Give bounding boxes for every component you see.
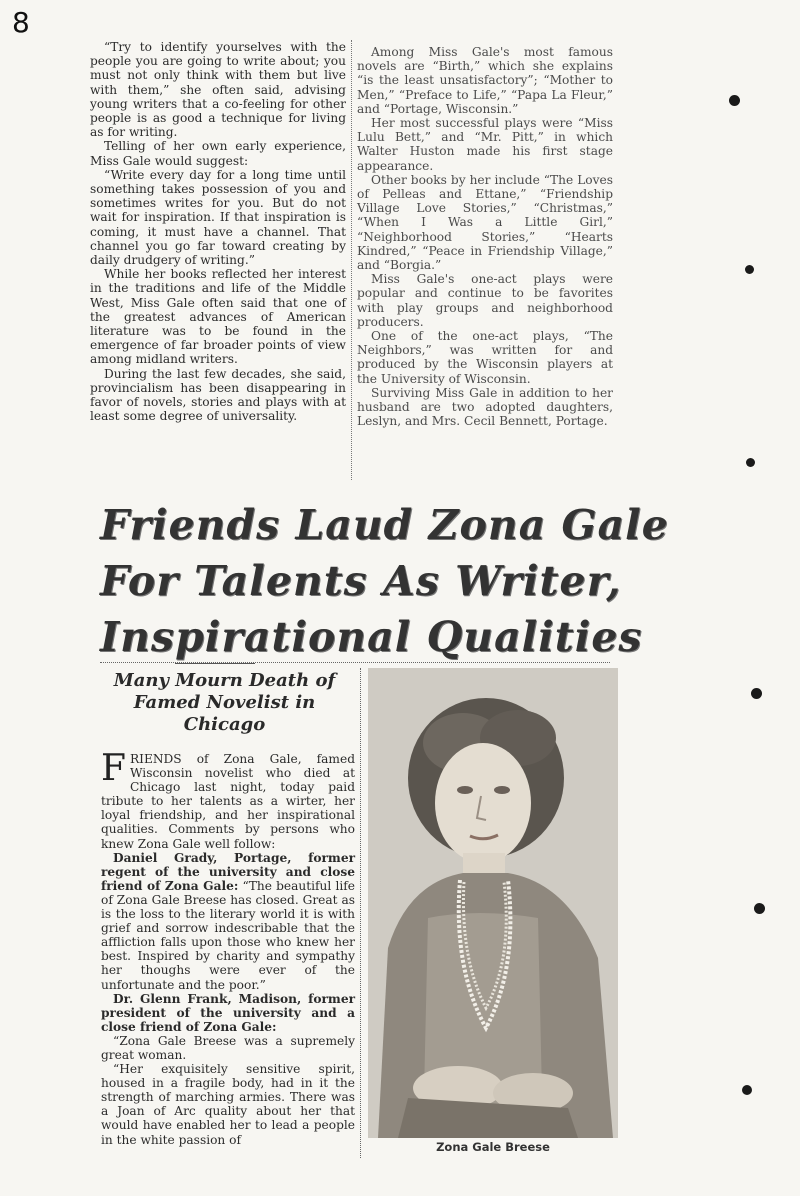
column-divider — [351, 40, 352, 480]
paragraph: Among Miss Gale's most famous novels are “Birth,” which she explains “is the least unsatisfactory”; “Mother to Men,” “Preface to Life,” “Papa La Fleur,” and “Portage, Wisconsin.” — [357, 45, 613, 116]
page-number: 8 — [12, 6, 30, 39]
story-lead — [101, 748, 355, 851]
punch-hole-mark — [754, 903, 765, 914]
headline-line: Friends Laud Zona Gale — [100, 501, 669, 549]
subhead-rule — [175, 663, 255, 664]
subheadline: Many Mourn Death of Famed Novelist in Chicago — [113, 670, 336, 735]
story-divider — [360, 668, 361, 1158]
left-column — [90, 40, 346, 423]
portrait-illustration — [368, 668, 618, 1138]
paragraph: “Write every day for a long time until something takes possession of you and sometimes writes for you. But do not wait for inspiration. If that inspiration is coming, it must have a channel. That channel you go far toward creating by daily drudgery of writing.” — [90, 167, 346, 268]
paragraph: “Zona Gale Breese was a supremely great woman. — [101, 1033, 355, 1062]
paragraph: “Her exquisitely sensitive spirit, housed in a fragile body, had in it the strength of marching armies. There was a Joan of Arc quality about her that would have enabled her to lead a people in the white passion of — [101, 1062, 355, 1147]
punch-hole-mark — [745, 265, 754, 274]
headline-line: Inspirational Qualities — [100, 613, 643, 661]
paragraph: One of the one-act plays, “The Neighbors,” was written for and produced by the Wisconsin players at the University of Wisconsin. — [357, 329, 613, 386]
paragraph: Her most successful plays were “Miss Lulu Bett,” and “Mr. Pitt,” in which Walter Huston made his first stage appearance. — [357, 116, 613, 173]
story-body — [101, 748, 355, 1147]
photo-caption: Zona Gale Breese — [436, 1140, 550, 1154]
paragraph: Other books by her include “The Loves of Pelleas and Ettane,” “Friendship Village Love Stories,” “Christmas,” “When I Was a Little Girl,” “Neighborhood Stories,” “Hearts Kindred,” “Peace in Friendship Village,” and “Borgia.” — [357, 172, 613, 273]
paragraph: While her books reflected her interest in the traditions and life of the Middle West, Miss Gale often said that one of the greatest advances of American literature was to be found in the emergence of far broader points of view among midland writers. — [90, 267, 346, 367]
punch-hole-mark — [729, 95, 740, 106]
paragraph — [101, 992, 355, 1034]
headline-line: For Talents As Writer, — [100, 557, 622, 605]
right-column — [357, 45, 613, 428]
paragraph: Miss Gale's one-act plays were popular and continue to be favorites with play groups and neighborhood producers. — [357, 272, 613, 329]
speaker-name: Daniel Grady, Portage, former regent of the university and close friend of Zona Gale: — [101, 850, 355, 893]
paragraph: “Try to identify yourselves with the people you are going to write about; you must not only think with them but live with them,” she often said, advising young writers that a co-feeling for other people is as good a technique for living as for writing. — [90, 40, 346, 140]
speaker-name: Dr. Glenn Frank, Madison, former president of the university and a close friend of Zona Gale: — [101, 991, 355, 1034]
paragraph: Telling of her own early experience, Miss Gale would suggest: — [90, 139, 346, 168]
quote-text: “The beautiful life of Zona Gale Breese has closed. Great as is the loss to the literary world it is with grief and sorrow indescribable that the affliction falls upon those who knew her best. Inspired by charity and sympathy her thoughs were ever of the unfortunate and the poor.” — [101, 878, 355, 992]
punch-hole-mark — [742, 1085, 752, 1095]
punch-hole-mark — [746, 458, 755, 467]
paragraph — [101, 851, 355, 992]
headline — [100, 497, 669, 665]
punch-hole-mark — [751, 688, 762, 699]
paragraph: Surviving Miss Gale in addition to her husband are two adopted daughters, Leslyn, and Mrs. Cecil Bennett, Portage. — [357, 385, 613, 429]
lead-text: RIENDS of Zona Gale, famed Wisconsin novelist who died at Chicago last night, today paid tribute to her talents as a wirter, her loyal friendship, and her inspirational qualities. Comments by persons who knew Zona Gale well follow: — [101, 752, 355, 851]
drop-cap: F — [101, 748, 126, 789]
portrait-photo — [368, 668, 618, 1138]
paragraph: During the last few decades, she said, provincialism has been disappearing in favor of novels, stories and plays with at least some degree of universality. — [90, 366, 346, 424]
